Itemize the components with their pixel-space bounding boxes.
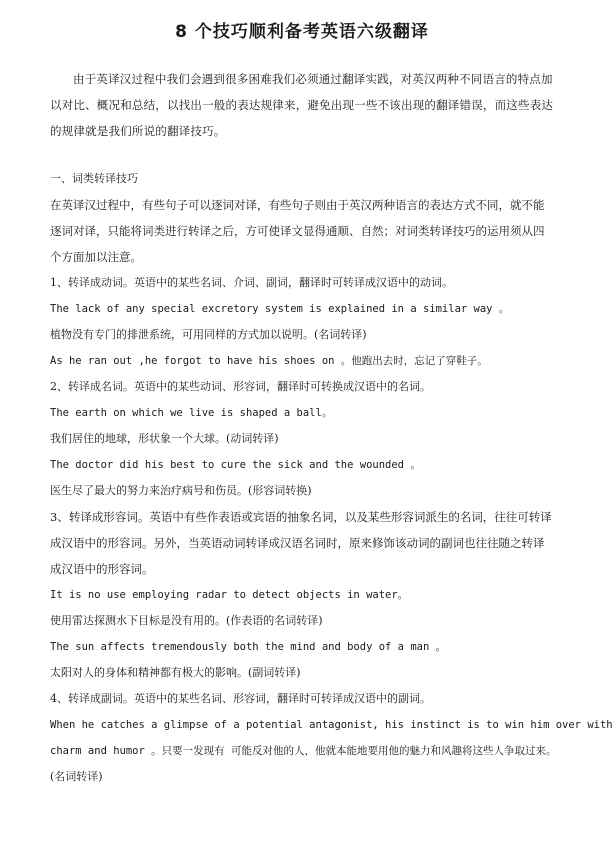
item-4-heading: 4、转译成副词。英语中的某些名词、形容词，翻译时可转译成汉语中的副词。 <box>50 692 431 705</box>
item-2-example-2-zh: 医生尽了最大的努力来治疗病号和伤员。(形容词转换) <box>50 484 312 497</box>
item-4-example-note: (名词转译) <box>50 770 103 783</box>
item-2-example-zh: 我们居住的地球，形状象一个大球。(动词转译) <box>50 432 279 445</box>
section-intro-paragraph: 在英译汉过程中，有些句子可以逐词对译，有些句子则由于英汉两种语言的表达方式不同，就不能逐词对译，只能将词类进行转译之后，方可使译文显得通顺、自然；对词类转译技巧的运用须从四个方面加以注意。 <box>50 198 545 264</box>
item-1-example-zh: 植物没有专门的排泄系统，可用同样的方式加以说明。(名词转译) <box>50 328 367 341</box>
item-3-example-2-zh: 太阳对人的身体和精神都有极大的影响。(副词转译) <box>50 666 301 679</box>
item-4-example-en: When he catches a glimpse of a potential antagonist, his instinct is to win him over with <box>50 719 613 731</box>
item-1-example-en: The lack of any special excretory system is explained in a similar way 。 <box>50 303 510 315</box>
item-4-example-en-continued: charm and humor 。只要一发现有 可能反对他的人，他就本能地要用他的魅力和风趣将这些人争取过来。 <box>50 745 557 757</box>
item-2-heading: 2、转译成名词。英语中的某些动词、形容词，翻译时可转换成汉语中的名词。 <box>50 380 431 393</box>
item-1-heading: 1、转译成动词。英语中的某些名词、介词、副词，翻译时可转译成汉语中的动词。 <box>50 276 453 289</box>
item-3-example-en: It is no use employing radar to detect objects in water。 <box>50 589 409 601</box>
item-3-example-zh: 使用雷达探测水下目标是没有用的。(作表语的名词转译) <box>50 614 323 627</box>
item-3-heading: 3、转译成形容词。英语中有些作表语或宾语的抽象名词，以及某些形容词派生的名词，往往可转译成汉语中的形容词。另外，当英语动词转译成汉语名词时，原来修饰该动词的副词也往往随之转译成汉语中的形容词。 <box>50 510 552 576</box>
item-2-example-en: The earth on which we live is shaped a ball。 <box>50 407 333 419</box>
section-heading-word-class: 一、词类转译技巧 <box>50 172 138 185</box>
intro-paragraph: 由于英译汉过程中我们会遇到很多困难我们必须通过翻译实践，对英汉两种不同语言的特点加以对比、概况和总结，以找出一般的表达规律来，避免出现一些不该出现的翻译错误，而这些表达的规律就是我们所说的翻译技巧。 <box>50 72 554 138</box>
item-2-example-2-en: The doctor did his best to cure the sick and the wounded 。 <box>50 459 421 471</box>
item-1-example-2: As he ran out ,he forgot to have his shoes on 。他跑出去时，忘记了穿鞋子。 <box>50 355 488 367</box>
page-title: 8 个技巧顺利备考英语六级翻译 <box>175 22 429 42</box>
item-3-example-2-en: The sun affects tremendously both the mind and body of a man 。 <box>50 641 447 653</box>
